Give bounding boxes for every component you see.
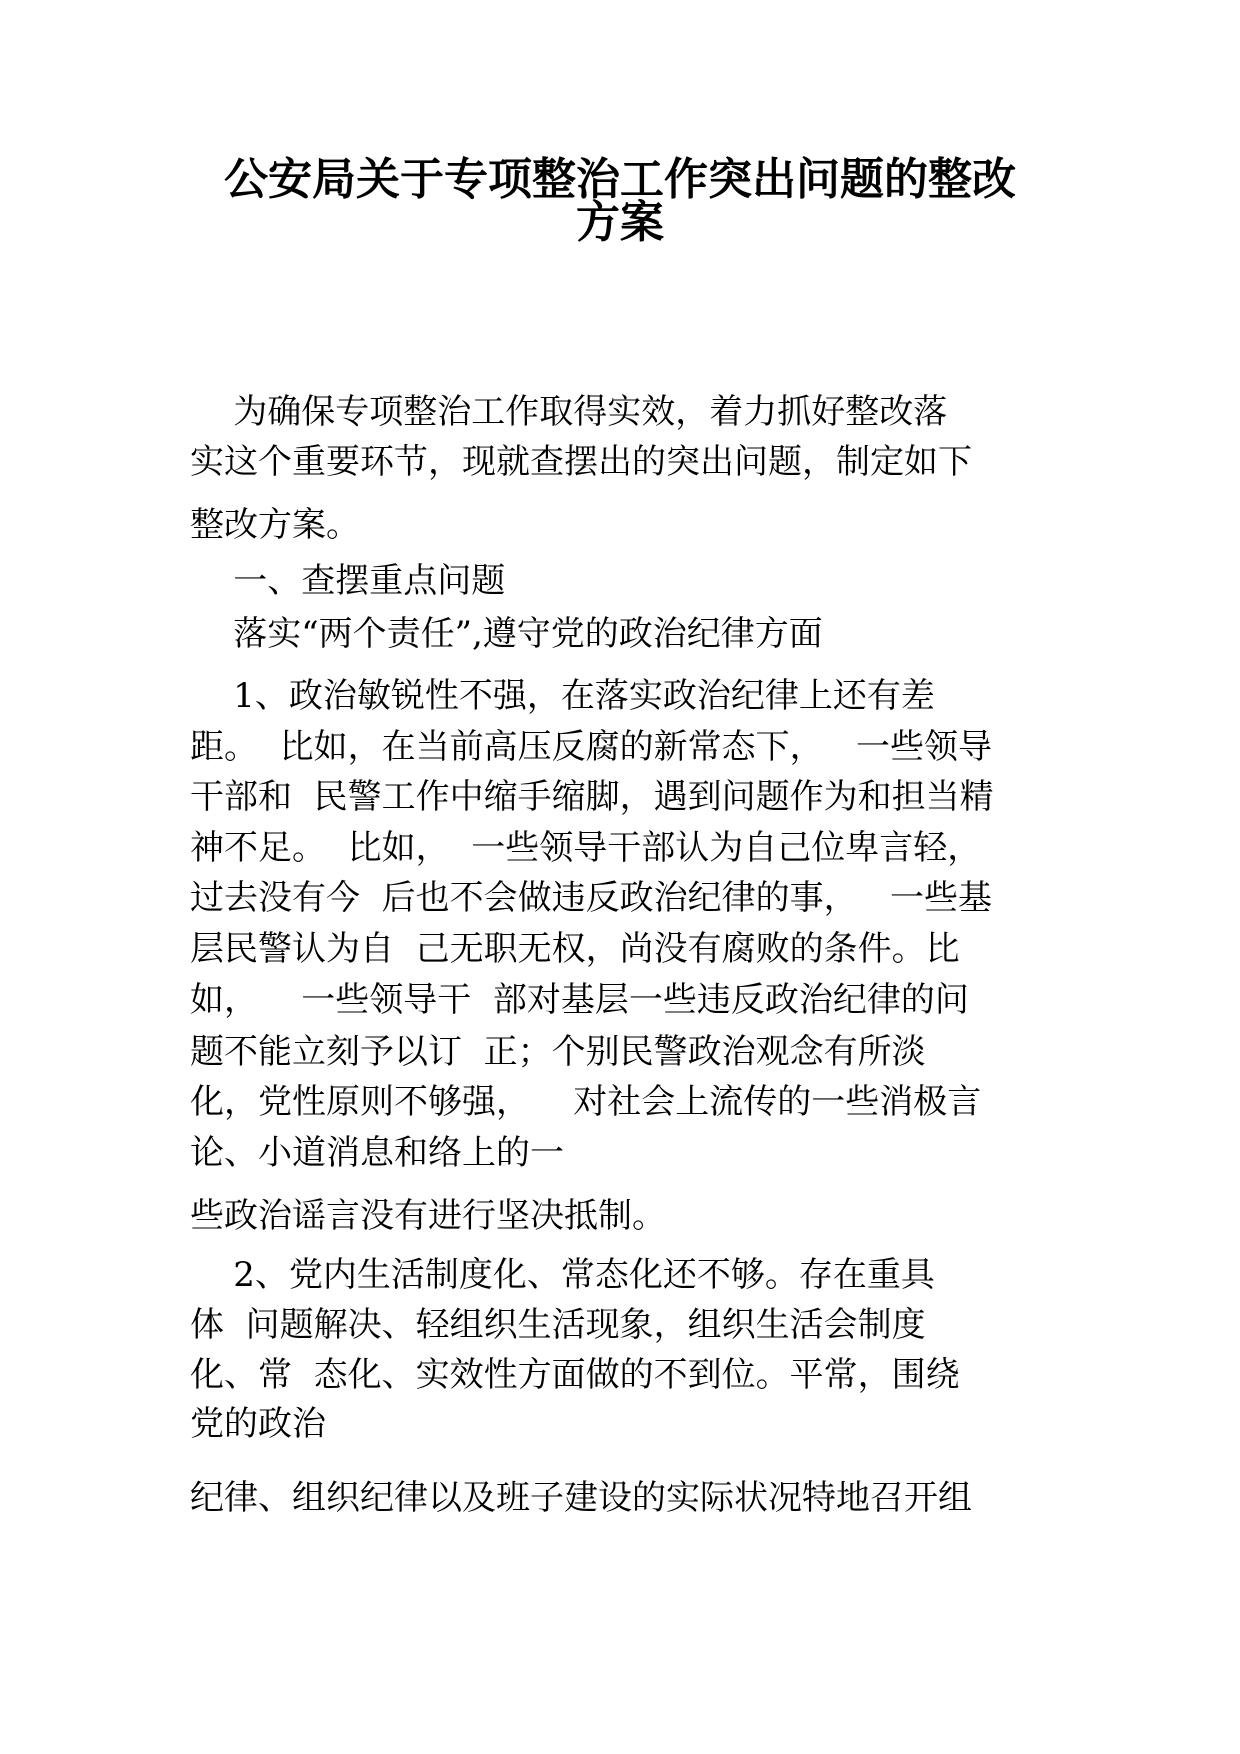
document-title-line-1: 公安局关于专项整治工作突出问题的整改 bbox=[224, 154, 1016, 205]
body-line-9: 神不足。 比如， 一些领导干部认为自己位卑言轻， bbox=[190, 828, 982, 868]
subsection-heading: 落实“两个责任”,遵守党的政治纪律方面 bbox=[190, 614, 823, 654]
document-title-line-2: 方案 bbox=[576, 197, 664, 248]
body-line-3: 整改方案。 bbox=[190, 505, 360, 545]
body-line-19: 化、常 态化、实效性方面做的不到位。平常，围绕 bbox=[190, 1355, 960, 1395]
body-line-15: 论、小道消息和络上的一 bbox=[190, 1133, 564, 1173]
body-line-18: 体 问题解决、轻组织生活现象，组织生活会制度 bbox=[190, 1305, 926, 1345]
body-line-16: 些政治谣言没有进行坚决抵制。 bbox=[190, 1196, 666, 1236]
body-line-8: 干部和 民警工作中缩手缩脚，遇到问题作为和担当精 bbox=[190, 777, 994, 817]
body-line-14: 化，党性原则不够强， 对社会上流传的一些消极言 bbox=[190, 1082, 982, 1122]
body-line-7: 距。 比如，在当前高压反腐的新常态下， 一些领导 bbox=[190, 727, 993, 767]
body-line-6: 1、政治敏锐性不强，在落实政治纪律上还有差 bbox=[190, 676, 935, 716]
body-line-2: 实这个重要环节，现就查摆出的突出问题，制定如下 bbox=[190, 442, 972, 482]
body-line-20: 党的政治 bbox=[190, 1404, 326, 1444]
body-line-12: 如， 一些领导干 部对基层一些违反政治纪律的问 bbox=[190, 980, 969, 1020]
body-line-1: 为确保专项整治工作取得实效，着力抓好整改落 bbox=[190, 392, 948, 432]
body-line-13: 题不能立刻予以订 正；个别民警政治观念有所淡 bbox=[190, 1032, 926, 1072]
section-heading-1: 一、查摆重点问题 bbox=[190, 561, 506, 601]
body-line-17: 2、党内生活制度化、常态化还不够。存在重具 bbox=[190, 1255, 935, 1295]
body-line-21: 纪律、组织纪律以及班子建设的实际状况特地召开组 bbox=[190, 1478, 972, 1518]
body-line-10: 过去没有今 后也不会做违反政治纪律的事， 一些基 bbox=[190, 878, 993, 918]
body-line-11: 层民警认为自 己无职无权，尚没有腐败的条件。比 bbox=[190, 929, 960, 969]
